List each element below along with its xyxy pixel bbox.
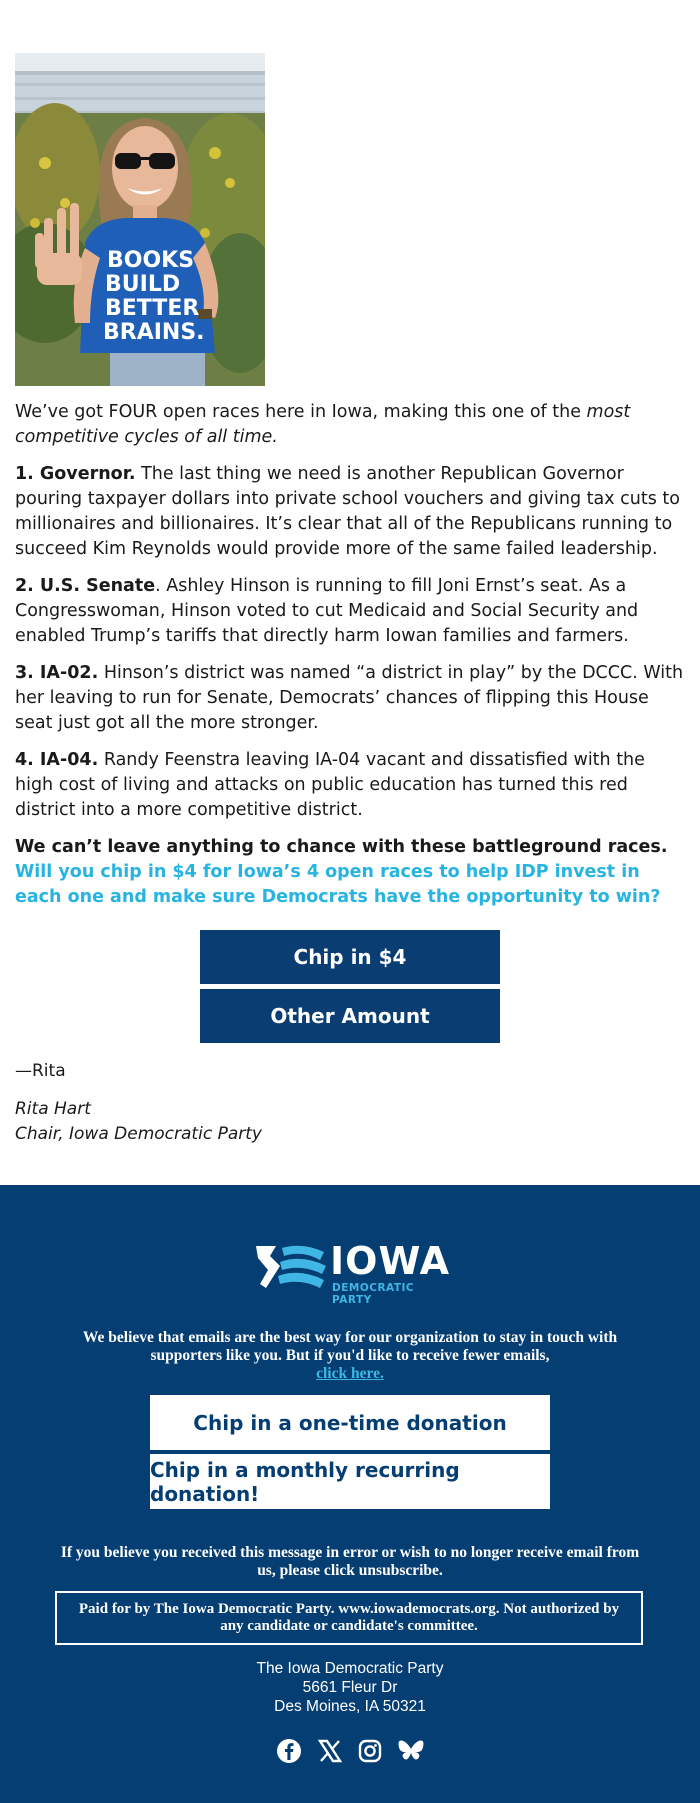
address-line-street: 5661 Fleur Dr bbox=[302, 1679, 398, 1696]
race-senate bbox=[15, 574, 685, 649]
race-heading: 2. U.S. Senate bbox=[15, 576, 156, 596]
signature-dash: —Rita bbox=[15, 1061, 66, 1081]
intro-emphasis: most competitive cycles of all time. bbox=[15, 402, 631, 447]
facebook-icon[interactable] bbox=[274, 1736, 304, 1766]
instagram-icon[interactable] bbox=[355, 1736, 385, 1766]
race-text: Randy Feenstra leaving IA-04 vacant and dissatisfied with the high cost of living and attacks on public education has turned this red district into a more competitive district. bbox=[15, 750, 645, 820]
shirt-line-2: BUILD bbox=[105, 272, 181, 297]
one-time-donation-button[interactable]: Chip in a one-time donation bbox=[150, 1395, 550, 1450]
x-icon[interactable] bbox=[315, 1736, 345, 1766]
shirt-line-1: BOOKS bbox=[107, 248, 195, 273]
logo-word: IOWA bbox=[330, 1239, 451, 1283]
signature-title: Chair, Iowa Democratic Party bbox=[15, 1124, 262, 1144]
shirt-line-3: BETTER bbox=[105, 296, 200, 321]
email-body bbox=[15, 400, 685, 922]
other-amount-button[interactable]: Other Amount bbox=[200, 989, 500, 1043]
rita-photo bbox=[15, 53, 265, 386]
iowa-democratic-party-logo bbox=[254, 1239, 454, 1306]
race-text: . Ashley Hinson is running to fill Joni Ernst’s seat. As a Congresswoman, Hinson voted to cut Medicaid and Social Security and enabled Trump’s tariffs that directly harm Iowan families and farmers. bbox=[15, 576, 639, 646]
intro-lead: We’ve got FOUR open races here in Iowa, making this one of the bbox=[15, 402, 587, 422]
intro-paragraph bbox=[15, 400, 685, 450]
shirt-line-4: BRAINS. bbox=[103, 320, 205, 345]
social-links bbox=[274, 1736, 426, 1766]
footer bbox=[0, 1185, 700, 1803]
donation-ask bbox=[15, 835, 685, 910]
emails-note bbox=[60, 1329, 640, 1383]
signature-name: Rita Hart bbox=[15, 1099, 91, 1119]
monthly-donation-button[interactable]: Chip in a monthly recurring donation! bbox=[150, 1454, 550, 1509]
bluesky-icon[interactable] bbox=[396, 1736, 426, 1766]
unsubscribe-note[interactable]: If you believe you received this message in error or wish to no longer receive email from us, please click unsubscribe. bbox=[60, 1544, 640, 1579]
fewer-emails-link[interactable]: click here. bbox=[316, 1365, 384, 1382]
emails-note-text: We believe that emails are the best way for our organization to stay in touch with supporters like you. But if you'd like to receive fewer emails, bbox=[82, 1329, 618, 1364]
race-heading: 3. IA-02. bbox=[15, 663, 99, 683]
ask-highlight-link[interactable]: Will you chip in $4 for Iowa’s 4 open races to help IDP invest in each one and make sure Democrats have the opportunity to win? bbox=[15, 862, 661, 907]
race-governor bbox=[15, 462, 685, 562]
race-heading: 4. IA-04. bbox=[15, 750, 99, 770]
race-ia04 bbox=[15, 748, 685, 823]
iowa-logo-mark-icon bbox=[254, 1244, 330, 1292]
chip-in-4-button[interactable]: Chip in $4 bbox=[200, 930, 500, 984]
race-heading: 1. Governor. bbox=[15, 464, 136, 484]
address-line-org: The Iowa Democratic Party bbox=[256, 1660, 444, 1677]
race-text: The last thing we need is another Republican Governor pouring taxpayer dollars into private school vouchers and giving tax cuts to millionaires and billionaires. It’s clear that all of the Republicans running to succeed Kim Reynolds would provide more of the same failed leadership. bbox=[15, 464, 680, 559]
race-ia02 bbox=[15, 661, 685, 736]
logo-subtitle: DEMOCRATIC PARTY bbox=[332, 1282, 415, 1306]
paid-for-disclaimer: Paid for by The Iowa Democratic Party. www.iowademocrats.org. Not authorized by any candidate or candidate's committee. bbox=[55, 1591, 643, 1645]
address-line-city: Des Moines, IA 50321 bbox=[274, 1698, 426, 1715]
race-text: Hinson’s district was named “a district in play” by the DCCC. With her leaving to run for Senate, Democrats’ chances of flipping this House seat just got all the more stronger. bbox=[15, 663, 684, 733]
ask-bold: We can’t leave anything to chance with these battleground races. bbox=[15, 837, 668, 857]
mailing-address bbox=[0, 1659, 700, 1716]
